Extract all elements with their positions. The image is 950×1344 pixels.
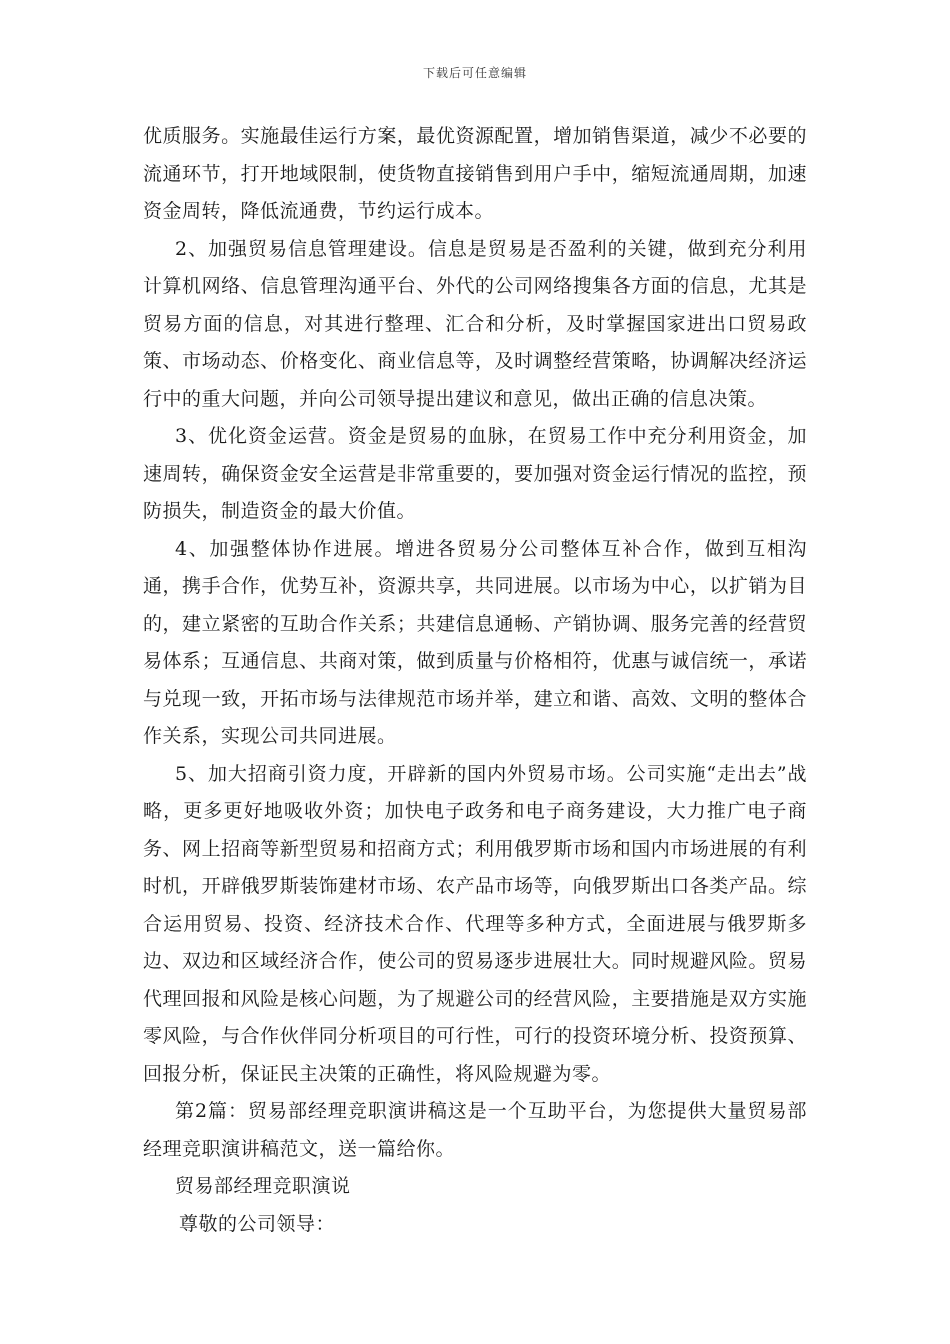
paragraph-continuation: 优质服务。实施最佳运行方案，最优资源配置，增加销售渠道，减少不必要的流通环节，打开地域限制，使货物直接销售到用户手中，缩短流通周期，加速资金周转，降低流通费，节约运行成本。 bbox=[143, 125, 807, 222]
paragraph-article-2-intro: 第2篇：贸易部经理竞职演讲稿这是一个互助平台，为您提供大量贸易部经理竞职演讲稿范文，送一篇给你。 bbox=[143, 1100, 807, 1160]
paragraph-item-3: 3、优化资金运营。资金是贸易的血脉，在贸易工作中充分利用资金，加速周转，确保资金安全运营是非常重要的，要加强对资金运行情况的监控，预防损失，制造资金的最大价值。 bbox=[143, 425, 807, 522]
page-header-note: 下载后可任意编辑 bbox=[422, 66, 527, 80]
paragraph-item-5: 5、加大招商引资力度，开辟新的国内外贸易市场。公司实施“走出去”战略，更多更好地吸收外资；加快电子政务和电子商务建设，大力推广电子商务、网上招商等新型贸易和招商方式；利用俄罗斯市场和国内市场进展的有利时机，开辟俄罗斯装饰建材市场、农产品市场等，向俄罗斯出口各类产品。综合运用贸易、投资、经济技术合作、代理等多种方式，全面进展与俄罗斯多边、双边和区域经济合作，使公司的贸易逐步进展壮大。同时规避风险。贸易代理回报和风险是核心问题，为了规避公司的经营风险，主要措施是双方实施零风险，与合作伙伴同分析项目的可行性，可行的投资环境分析、投资预算、回报分析，保证民主决策的正确性，将风险规避为零。 bbox=[143, 762, 807, 1085]
document-body bbox=[143, 118, 807, 1243]
paragraph-item-2: 2、加强贸易信息管理建设。信息是贸易是否盈利的关键，做到充分利用计算机网络、信息管理沟通平台、外代的公司网络搜集各方面的信息，尤其是贸易方面的信息，对其进行整理、汇合和分析，及时掌握国家进出口贸易政策、市场动态、价格变化、商业信息等，及时调整经营策略，协调解决经济运行中的重大问题，并向公司领导提出建议和意见，做出正确的信息决策。 bbox=[143, 237, 807, 410]
paragraph-item-4: 4、加强整体协作进展。增进各贸易分公司整体互补合作，做到互相沟通，携手合作，优势互补，资源共享，共同进展。以市场为中心，以扩销为目的，建立紧密的互助合作关系；共建信息通畅、产销协调、服务完善的经营贸易体系；互通信息、共商对策，做到质量与价格相符，优惠与诚信统一，承诺与兑现一致，开拓市场与法律规范市场并举，建立和谐、高效、文明的整体合作关系，实现公司共同进展。 bbox=[143, 537, 807, 747]
salutation: 尊敬的公司领导： bbox=[179, 1212, 336, 1235]
speech-title: 贸易部经理竞职演说 bbox=[175, 1175, 351, 1197]
